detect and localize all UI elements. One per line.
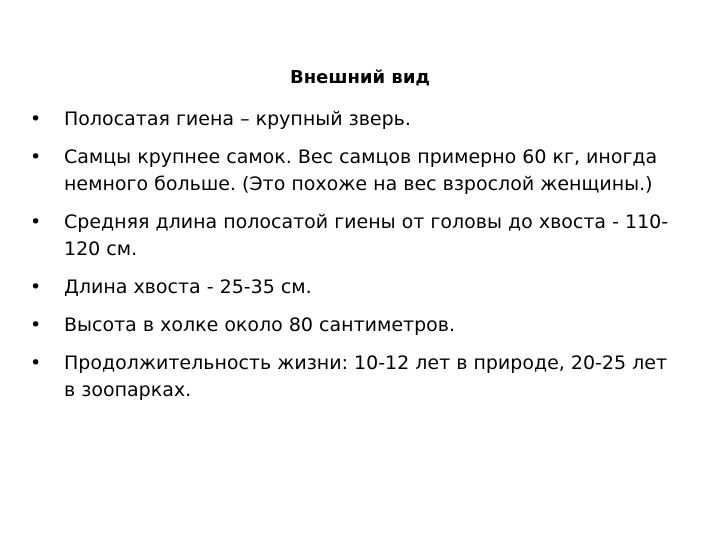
- bullet-icon: •: [30, 211, 42, 233]
- bullet-item: [30, 209, 680, 263]
- bullet-item: [30, 274, 680, 301]
- bullet-text: Высота в холке около 80 сантиметров.: [64, 314, 456, 336]
- bullet-icon: •: [30, 146, 42, 168]
- bullet-icon: •: [30, 352, 42, 374]
- bullet-list: [30, 106, 680, 415]
- bullet-text: Полосатая гиена – крупный зверь.: [64, 108, 411, 130]
- bullet-icon: •: [30, 276, 42, 298]
- bullet-item: [30, 312, 680, 339]
- bullet-item: [30, 144, 680, 198]
- bullet-text: Длина хвоста - 25-35 см.: [64, 276, 312, 298]
- bullet-item: [30, 106, 680, 133]
- bullet-text: Самцы крупнее самок. Вес самцов примерно 60 кг, иногда немного больше. (Это похоже на вес взрослой женщины.): [64, 146, 658, 195]
- bullet-icon: •: [30, 108, 42, 130]
- slide-title: Внешний вид: [290, 67, 430, 88]
- bullet-text: Продолжительность жизни: 10-12 лет в природе, 20-25 лет в зоопарках.: [64, 352, 668, 401]
- bullet-item: [30, 350, 680, 404]
- bullet-text: Средняя длина полосатой гиены от головы до хвоста - 110-120 см.: [64, 211, 669, 260]
- bullet-icon: •: [30, 314, 42, 336]
